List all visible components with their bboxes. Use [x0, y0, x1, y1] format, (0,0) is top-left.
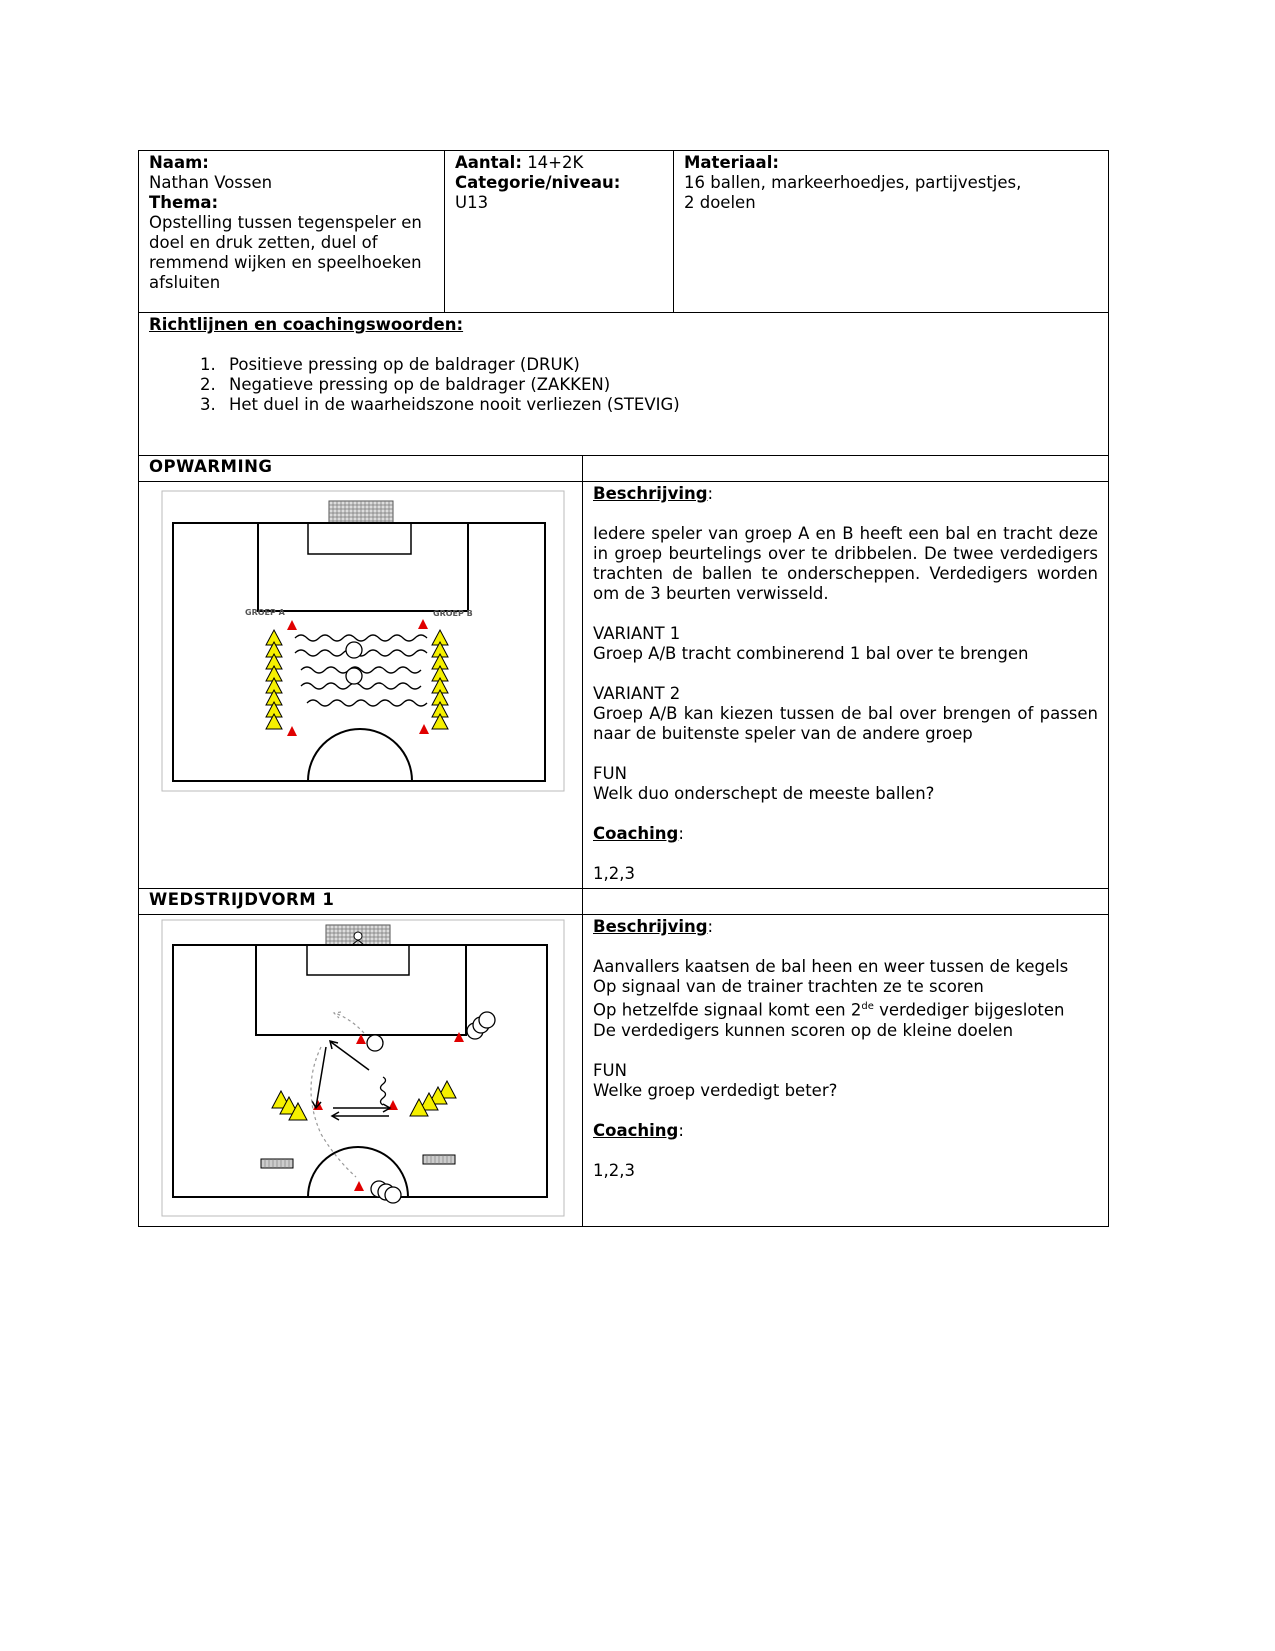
wedstrijdvorm-diagram — [161, 919, 565, 1219]
cones-right — [410, 1081, 456, 1116]
aantal-cell — [445, 151, 674, 313]
colon: : — [707, 484, 714, 503]
thema-value: Opstelling tussen tegenspeler en doel en druk zetten, duel of remmend wijken en speelhoeken afsluiten — [149, 213, 422, 292]
opwarming-coaching-value: 1,2,3 — [593, 864, 635, 883]
naam-label: Naam: — [149, 153, 209, 172]
wedstrijdvorm-line2: Op signaal van de trainer trachten ze te scoren — [593, 977, 984, 996]
center-circle — [308, 729, 412, 781]
categorie-value: U13 — [455, 193, 489, 212]
penalty-area — [258, 523, 468, 611]
opwarming-title: OPWARMING — [139, 456, 583, 482]
red-markers — [313, 1032, 464, 1191]
pitch-shadow — [162, 920, 564, 1216]
cones-left — [272, 1091, 307, 1120]
thema-label: Thema: — [149, 193, 219, 212]
richtlijn-item: 3. Het duel in de waarheidszone nooit verliezen (STEVIG) — [221, 395, 1098, 415]
wedstrijdvorm-coaching-label: Coaching — [593, 1120, 679, 1140]
naam-value: Nathan Vossen — [149, 173, 273, 192]
opwarming-beschrijving-text: Iedere speler van groep A en B heeft een bal en tracht deze in groep beurtelings over te dribbelen. De twee verdedigers trachten de ballen te onderscheppen. Verdedigers worden om de 3 beurten verwisseld. — [593, 524, 1099, 603]
opwarming-beschrijving-label: Beschrijving — [593, 484, 708, 503]
opwarming-description-cell — [583, 482, 1109, 889]
colon: : — [678, 1120, 684, 1140]
small-goal-right — [423, 1155, 455, 1164]
cones-groep-b — [432, 630, 448, 729]
opwarming-diagram-cell — [139, 482, 583, 889]
wedstrijdvorm-fun-title: FUN — [593, 1060, 627, 1080]
goal-area — [307, 945, 409, 975]
ball-stack-right — [467, 1012, 495, 1039]
groep-b-label: GROEP B — [433, 609, 473, 618]
materiaal-label: Materiaal: — [684, 153, 779, 172]
wedstrijdvorm-beschrijving-label: Beschrijving — [593, 917, 708, 936]
pass-arrows — [312, 1041, 390, 1120]
wedstrijdvorm-line4: De verdedigers kunnen scoren op de kleine doelen — [593, 1020, 1014, 1040]
session-sheet — [138, 150, 1108, 1227]
variant1-title: VARIANT 1 — [593, 624, 681, 643]
opwarming-diagram — [161, 490, 565, 798]
line3-pre: Op hetzelfde signaal komt een 2 — [593, 1000, 862, 1020]
opwarming-fun-title: FUN — [593, 764, 627, 783]
goal-net — [329, 501, 393, 523]
header-table — [138, 150, 1109, 313]
colon: : — [707, 917, 714, 936]
materiaal-cell — [674, 151, 1109, 313]
opwarming-fun-text: Welk duo onderschept de meeste ballen? — [593, 784, 935, 803]
opwarming-coaching-label: Coaching — [593, 824, 679, 843]
naam-cell — [139, 151, 445, 313]
wedstrijdvorm-title: WEDSTRIJDVORM 1 — [139, 889, 583, 915]
aantal-label: Aantal: — [455, 153, 522, 172]
wedstrijdvorm-fun-text: Welke groep verdedigt beter? — [593, 1080, 838, 1100]
colon: : — [678, 824, 684, 843]
materiaal-line1: 16 ballen, markeerhoedjes, partijvestjes, — [684, 173, 1022, 192]
defender-1 — [346, 642, 362, 658]
dribble-squiggle — [381, 1077, 386, 1105]
richtlijnen-title: Richtlijnen en coachingswoorden: — [149, 315, 464, 334]
wedstrijdvorm-line3 — [593, 997, 1098, 1021]
wedstrijdvorm-coaching-value: 1,2,3 — [593, 1160, 635, 1180]
line3-post: verdediger bijgesloten — [873, 1000, 1065, 1020]
content-table — [138, 312, 1109, 1227]
opwarming-header-empty — [583, 456, 1109, 482]
groep-a-label: GROEP A — [245, 608, 285, 617]
richtlijnen-list — [149, 355, 1098, 415]
pitch-outline — [173, 945, 547, 1197]
richtlijn-item: 2. Negatieve pressing op de baldrager (ZAKKEN) — [221, 375, 1098, 395]
goal-area — [308, 523, 411, 554]
richtlijnen-cell — [139, 313, 1109, 456]
line3-sup: de — [861, 1001, 874, 1012]
small-goal-left — [261, 1159, 293, 1168]
defender-2 — [346, 668, 362, 684]
wedstrijdvorm-line1: Aanvallers kaatsen de bal heen en weer tussen de kegels — [593, 957, 1069, 976]
aantal-value: 14+2K — [527, 153, 584, 172]
variant2-text: Groep A/B kan kiezen tussen de bal over brengen of passen naar de buitenste speler van de andere groep — [593, 704, 1099, 743]
richtlijn-item: 1. Positieve pressing op de baldrager (DRUK) — [221, 355, 1098, 375]
ball-stack-bottom — [371, 1181, 401, 1203]
attacker-ball — [367, 1035, 383, 1051]
categorie-label: Categorie/niveau: — [455, 173, 621, 192]
cones-groep-a — [266, 630, 282, 729]
variant1-text: Groep A/B tracht combinerend 1 bal over te brengen — [593, 644, 1029, 663]
wedstrijdvorm-description-cell — [583, 915, 1109, 1227]
materiaal-line2: 2 doelen — [684, 193, 756, 212]
wedstrijdvorm-header-empty — [583, 889, 1109, 915]
wedstrijdvorm-diagram-cell — [139, 915, 583, 1227]
penalty-area — [256, 945, 466, 1035]
variant2-title: VARIANT 2 — [593, 684, 681, 703]
